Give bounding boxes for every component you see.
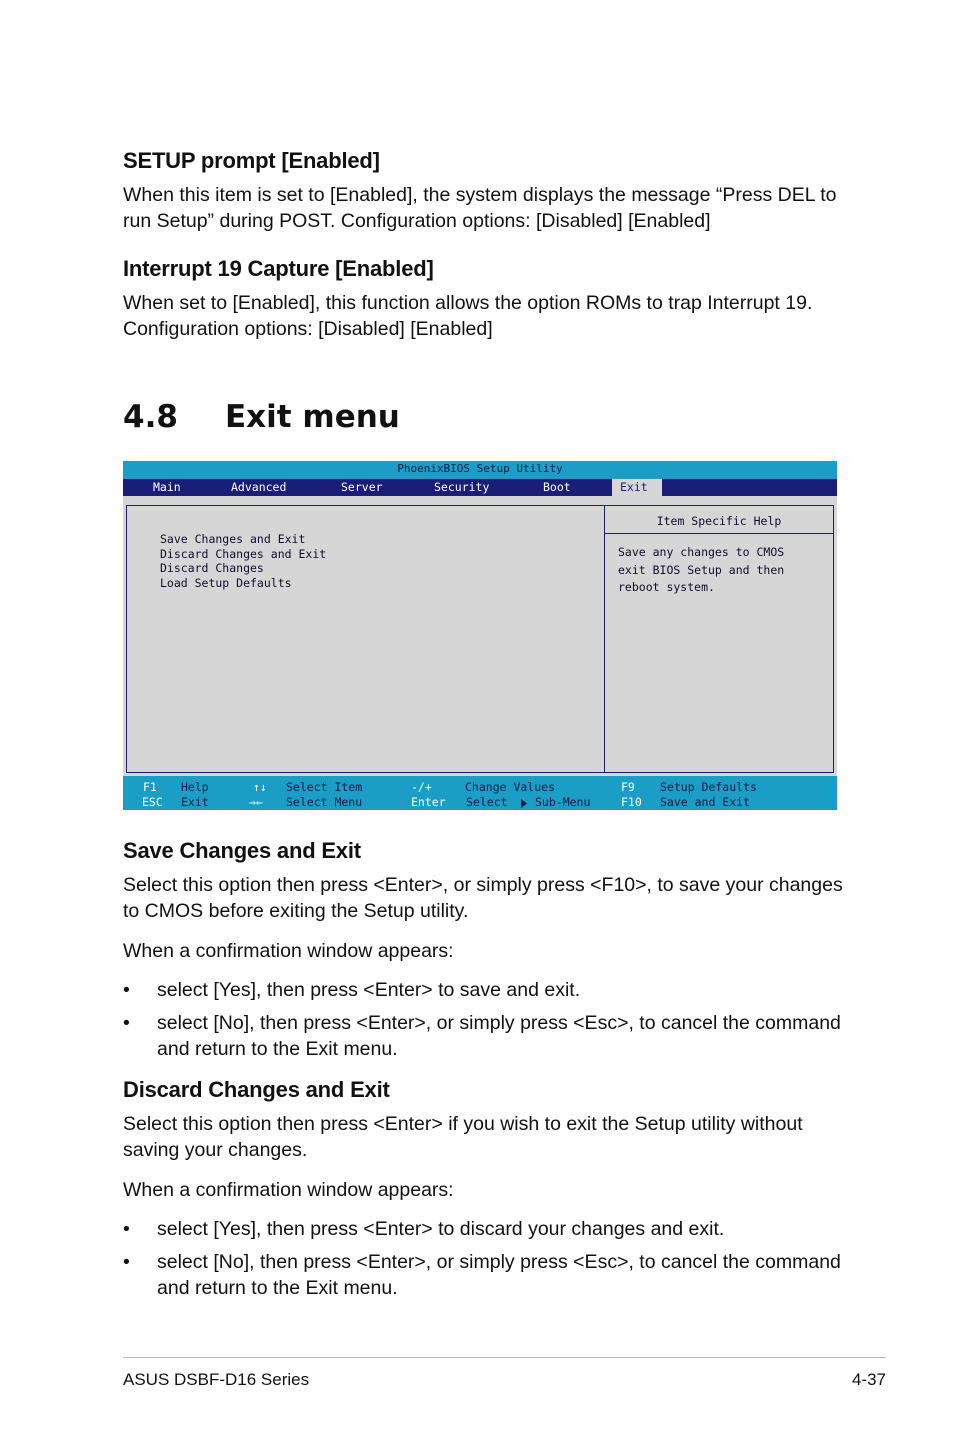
key-enter: Enter (411, 795, 446, 809)
setup-prompt-body-line2: run Setup” during POST. Configuration options: [Disabled] [Enabled] (123, 210, 711, 232)
page-number: 4-37 (851, 1370, 886, 1389)
bullet-text: select [Yes], then press <Enter> to discard your changes and exit. (157, 1218, 725, 1240)
save-changes-body-line2: to CMOS before exiting the Setup utility. (123, 900, 469, 922)
key-f9-desc: Setup Defaults (660, 780, 757, 794)
save-changes-confirm: When a confirmation window appears: (123, 940, 454, 962)
list-item (123, 1249, 847, 1301)
key-f9: F9 (621, 780, 635, 794)
bios-help-line: Save any changes to CMOS (618, 545, 785, 559)
key-plusminus-desc: Change Values (465, 780, 556, 794)
key-leftright-desc: Select Menu (286, 795, 363, 809)
discard-changes-body-line1: Select this option then press <Enter> if you wish to exit the Setup utility without (123, 1113, 803, 1135)
key-esc: ESC (142, 795, 163, 809)
bios-screenshot (123, 461, 837, 810)
bios-menu-server[interactable]: Server (341, 480, 383, 494)
arrow-updown-icon: ↑↓ (253, 780, 267, 794)
bios-item-save-changes-exit[interactable]: Save Changes and Exit (160, 532, 306, 546)
key-updown-desc: Select Item (286, 780, 363, 794)
bios-help-line: exit BIOS Setup and then (618, 562, 785, 577)
bullet-text-line2: and return to the Exit menu. (157, 1038, 398, 1060)
bios-menu-main[interactable]: Main (153, 480, 181, 494)
key-enter-desc-b: Sub-Menu (535, 795, 591, 809)
key-f1-desc: Help (181, 780, 209, 794)
arrow-leftright-icon: →← (249, 795, 263, 809)
key-f10-desc: Save and Exit (660, 795, 751, 809)
bios-menu-bar (123, 479, 837, 496)
section-number: 4.8 (123, 399, 178, 435)
bullet-text-line2: and return to the Exit menu. (157, 1277, 398, 1299)
bios-menu-security[interactable]: Security (434, 480, 490, 494)
list-item (123, 1010, 847, 1062)
key-f1: F1 (143, 780, 157, 794)
footer-rule (123, 1357, 886, 1358)
section-title: Exit menu (225, 399, 400, 435)
bios-help-line: reboot system. (618, 580, 715, 594)
bullet-icon: • (123, 1251, 130, 1273)
bullet-icon: • (123, 979, 130, 1001)
discard-changes-heading: Discard Changes and Exit (123, 1077, 390, 1102)
list-item (123, 1216, 847, 1242)
bios-key-legend (123, 776, 837, 810)
bios-title-bar: PhoenixBIOS Setup Utility (123, 461, 837, 479)
key-plusminus: -/+ (411, 780, 432, 794)
list-item (123, 977, 847, 1003)
bios-menu-exit[interactable]: Exit (612, 479, 662, 496)
bios-menu-advanced[interactable]: Advanced (231, 480, 287, 494)
bios-help-title: Item Specific Help (656, 514, 782, 528)
bios-item-discard-changes-exit[interactable]: Discard Changes and Exit (160, 546, 327, 561)
save-changes-heading: Save Changes and Exit (123, 838, 361, 863)
bullet-icon: • (123, 1012, 130, 1034)
bios-item-load-setup-defaults[interactable]: Load Setup Defaults (160, 575, 292, 590)
discard-changes-confirm: When a confirmation window appears: (123, 1179, 454, 1201)
key-esc-desc: Exit (181, 795, 209, 809)
setup-prompt-body-line1: When this item is set to [Enabled], the system displays the message “Press DEL to (123, 184, 837, 206)
interrupt19-heading: Interrupt 19 Capture [Enabled] (123, 256, 434, 281)
bios-main-panel (126, 505, 834, 773)
bios-item-discard-changes[interactable]: Discard Changes (160, 561, 264, 575)
bullet-text: select [Yes], then press <Enter> to save and exit. (157, 979, 581, 1001)
save-changes-body-line1: Select this option then press <Enter>, or simply press <F10>, to save your changes (123, 874, 843, 896)
key-f10: F10 (621, 795, 642, 809)
bullet-text-line1: select [No], then press <Enter>, or simply press <Esc>, to cancel the command (157, 1012, 841, 1034)
discard-changes-body-line2: saving your changes. (123, 1139, 308, 1161)
setup-prompt-heading: SETUP prompt [Enabled] (123, 148, 380, 173)
interrupt19-body-line2: Configuration options: [Disabled] [Enabled] (123, 318, 493, 340)
bios-help-header-rule (605, 533, 833, 534)
bullet-text-line1: select [No], then press <Enter>, or simply press <Esc>, to cancel the command (157, 1251, 841, 1273)
bios-menu-boot[interactable]: Boot (543, 480, 571, 494)
interrupt19-body-line1: When set to [Enabled], this function allows the option ROMs to trap Interrupt 19. (123, 292, 813, 314)
footer-product: ASUS DSBF-D16 Series (123, 1370, 310, 1389)
bios-panel-divider (604, 506, 605, 772)
bullet-icon: • (123, 1218, 130, 1240)
key-enter-desc-a: Select (466, 795, 508, 809)
triangle-right-icon (520, 798, 528, 809)
